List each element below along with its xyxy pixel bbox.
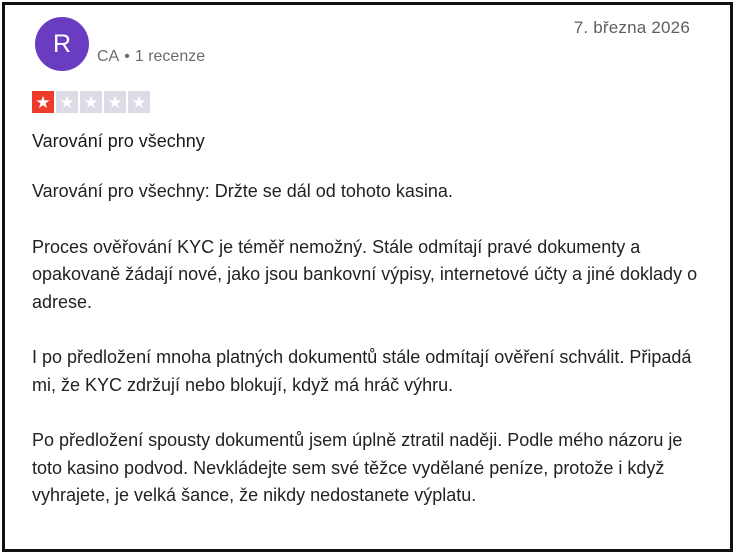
review-paragraph: Po předložení spousty dokumentů jsem úplně ztratil naději. Podle mého názoru je toto kasino podvod. Nevkládejte sem své těžce vydělané peníze, protože i když vyhrajete, je velká šance, že nikdy nedostanete výplatu. bbox=[32, 430, 683, 505]
review-card bbox=[2, 2, 733, 552]
star-empty-icon: ★ bbox=[80, 91, 102, 113]
avatar[interactable] bbox=[35, 17, 89, 71]
review-paragraph: I po předložení mnoha platných dokumentů stále odmítají ověření schválit. Připadá mi, že KYC zdržují nebo blokují, když má hráč výhru. bbox=[32, 347, 692, 395]
star-empty-icon: ★ bbox=[104, 91, 126, 113]
review-body bbox=[32, 178, 702, 538]
review-count: 1 recenze bbox=[134, 48, 206, 65]
meta-separator: • bbox=[124, 48, 130, 65]
reviewer-country: CA bbox=[97, 48, 120, 65]
review-paragraph: Proces ověřování KYC je téměř nemožný. Stále odmítají pravé dokumenty a opakovaně žádají nové, jako jsou bankovní výpisy, internetové účty a jiné doklady o adrese. bbox=[32, 236, 698, 312]
star-empty-icon: ★ bbox=[128, 91, 150, 113]
review-date: 7. března 2026 bbox=[573, 18, 690, 37]
star-rating bbox=[32, 91, 150, 113]
star-filled-icon: ★ bbox=[32, 91, 54, 113]
review-title[interactable]: Varování pro všechny bbox=[32, 131, 205, 151]
avatar-letter: R bbox=[52, 29, 72, 58]
reviewer-meta bbox=[97, 48, 205, 66]
star-empty-icon: ★ bbox=[56, 91, 78, 113]
review-paragraph: Varování pro všechny: Držte se dál od tohoto kasina. bbox=[32, 181, 453, 201]
